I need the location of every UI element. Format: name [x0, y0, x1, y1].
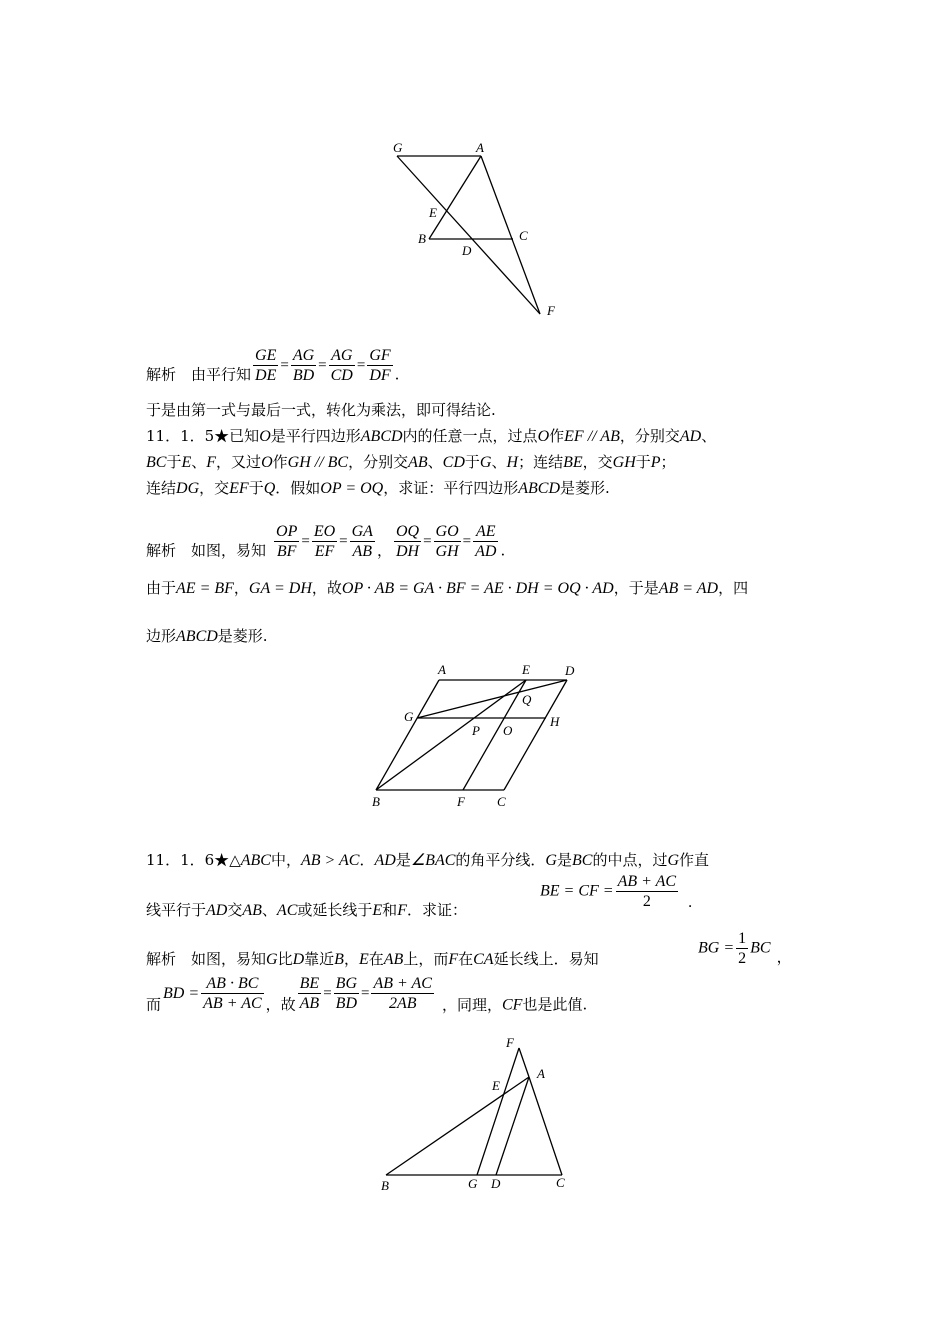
fraction: $\frac{GF}{DF}$ [369, 347, 391, 384]
fraction: $\frac{AB + AC}{2}$ [617, 873, 677, 910]
label-g: G [393, 140, 403, 155]
label-f: F [457, 794, 465, 809]
label-g: G [404, 709, 414, 724]
fraction: $\frac{BE}{AB}$ [299, 975, 320, 1012]
figure-triangle-gaf [380, 130, 580, 330]
fraction: $\frac{GE}{DE}$ [255, 347, 277, 384]
label-d: D [565, 663, 575, 678]
segment-ba [386, 1077, 529, 1175]
label-g: G [468, 1176, 478, 1191]
label-o: O [503, 723, 513, 738]
segment-ac [529, 1077, 562, 1175]
fraction: $\frac{AG}{BD}$ [292, 347, 315, 384]
solution-1: 解析 由平行知 $\frac{GE}{DE}$ = $\frac{AG}{BD}$ = $\frac{AG}{CD}$ = $\frac{GF}{DF}$ . [146, 347, 400, 384]
figure-parallelogram [360, 660, 600, 810]
fraction: $\frac{AB + AC}{2AB}$ [373, 975, 432, 1012]
problem-5-line-2: BC于E、F，又过O作GH // BC，分别交AB、CD于G、H；连结BE，交GH于P； [146, 453, 676, 471]
solution-5: 解析 如图，易知 $\frac{OP}{BF}$ = $\frac{EO}{EF}$ = $\frac{GA}{AB}$ ， $\frac{OQ}{DH}$ = $\frac{GO}{GH}$ = $\frac{AE}{AD}$ . [146, 523, 506, 560]
segment-gd [417, 680, 567, 718]
solution-1-conclusion: 于是由第一式与最后一式，转化为乘法，即可得结论. [146, 401, 496, 419]
label-e: E [522, 662, 530, 677]
label-b: B [372, 794, 380, 809]
figure-triangle-abc [376, 1034, 586, 1199]
fraction: $\frac{OQ}{DH}$ [395, 523, 420, 560]
segment-dc [504, 680, 567, 790]
fraction: $\frac{BG}{BD}$ [335, 975, 357, 1012]
label-b: B [418, 231, 426, 246]
segment-ab [429, 156, 481, 239]
problem-6-line-1: 11．1．6★△ABC中，AB > AC．AD是∠BAC的角平分线．G是BC的中点，过G作直 [146, 851, 710, 869]
solution-6-line-1: 解析 如图，易知G比D靠近B，E在AB上，而F在CA延长线上．易知 [146, 950, 599, 968]
segment-fa [519, 1048, 529, 1077]
label-c: C [519, 228, 528, 243]
label-q: Q [522, 692, 532, 707]
goal-formula: BE = CF = $\frac{AB + AC}{2}$ . [540, 873, 693, 912]
problem-6-line-2: 线平行于AD交AB、AC或延长线于E和F．求证： [146, 901, 467, 919]
bg-formula: BG = $\frac{1}{2}$ BC， [698, 930, 792, 967]
fraction: $\frac{AE}{AD}$ [475, 523, 497, 560]
fraction: $\frac{AG}{CD}$ [330, 347, 353, 384]
solution-5-line-2: 由于AE = BF，GA = DH，故OP · AB = GA · BF = AE · DH = OQ · AD，于是AB = AD，四 [146, 579, 749, 597]
figure1-svg [380, 130, 580, 330]
figure2-svg [360, 660, 600, 810]
label-f: F [547, 303, 555, 318]
label-e: E [429, 205, 437, 220]
problem-5-line-3: 连结DG，交EF于Q．假如OP = OQ，求证：平行四边形ABCD是菱形. [146, 479, 610, 497]
figure3-svg [376, 1034, 586, 1199]
label-c: C [497, 794, 506, 809]
problem-5-line-1: 11．1．5★已知O是平行四边形ABCD内的任意一点，过点O作EF // AB，分别交AD、 [146, 427, 717, 445]
segment-af [481, 156, 540, 314]
segment-ab [376, 680, 439, 790]
label-d: D [491, 1176, 501, 1191]
label-a: A [438, 662, 446, 677]
label-c: C [556, 1175, 565, 1190]
label-e: E [492, 1078, 500, 1093]
label-a: A [476, 140, 484, 155]
label-a: A [537, 1066, 545, 1081]
label-d: D [462, 243, 472, 258]
fraction: $\frac{AB \cdot BC}{AB + AC}$ [203, 975, 262, 1012]
segment-ad [496, 1077, 529, 1175]
solution-5-line-3: 边形ABCD是菱形. [146, 627, 268, 645]
fraction: $\frac{EO}{EF}$ [313, 523, 336, 560]
segment-fg [477, 1048, 519, 1175]
fraction: $\frac{GA}{AB}$ [351, 523, 373, 560]
label-f: F [506, 1035, 514, 1050]
solution-1-lead: 解析 由平行知 [146, 365, 252, 384]
fraction: $\frac{OP}{BF}$ [276, 523, 298, 560]
label-p: P [472, 723, 480, 738]
label-b: B [381, 1178, 389, 1193]
solution-6-line-2: 而BD = $\frac{AB \cdot BC}{AB + AC}$ ，故 $\frac{BE}{AB}$ = $\frac{BG}{BD}$ = $\frac{AB + AC}{2AB}$ ，同理，CF也是此值. [146, 975, 588, 1014]
fraction: $\frac{GO}{GH}$ [435, 523, 459, 560]
fraction: $\frac{1}{2}$ [738, 930, 747, 967]
label-h: H [550, 714, 560, 729]
